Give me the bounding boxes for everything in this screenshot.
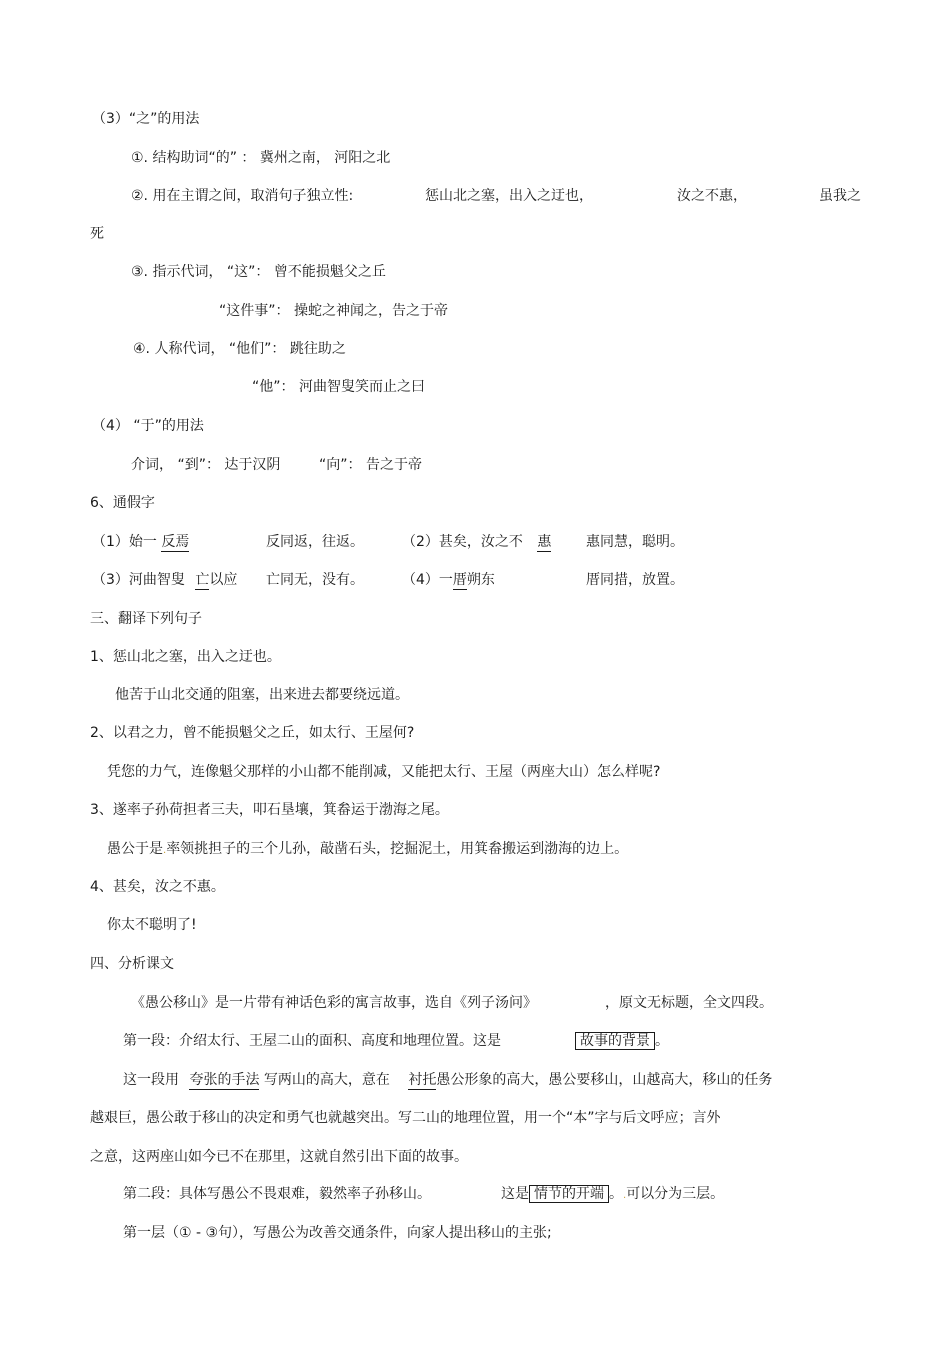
tongjiazi-4-explain: 厝同措，放置。 <box>586 572 684 588</box>
analysis-para2-layers: 可以分为三层。 <box>626 1186 725 1202</box>
analysis-para1-detail-2: 越艰巨，愚公敢于移山的决定和勇气也就越突出。写二山的地理位置，用一个“本”字与后文呼应；言外 <box>90 1110 721 1126</box>
tongjiazi-1-word: 反焉 <box>161 534 190 550</box>
yu-usage-b: “向”： 告之于帝 <box>319 457 422 473</box>
translate-q4: 4、甚矣，汝之不惠。 <box>90 879 225 895</box>
section-heading-tongjiazi: 6、通假字 <box>90 495 155 511</box>
analysis-para2-box-line <box>501 1184 724 1206</box>
translate-a4: 你太不聪明了! <box>107 917 197 933</box>
zhi-usage-4-b: “他”： 河曲智叟笑而止之曰 <box>252 379 425 395</box>
analysis-para1-end: 。 <box>655 1033 669 1049</box>
tongjiazi-4-word: 厝 <box>452 572 467 588</box>
boxed-answer-beginning: 情节的开端 <box>529 1185 609 1203</box>
analysis-para1-detail <box>123 1070 772 1090</box>
section-heading-translate: 三、翻译下列句子 <box>90 611 202 627</box>
zhi-usage-3-b: “这件事”： 操蛇之神闻之，告之于帝 <box>219 303 448 319</box>
tongjiazi-4 <box>402 570 495 590</box>
underlined-term-exaggeration: 夸张的手法 <box>189 1072 260 1088</box>
detail-text-b: 写两山的高大，意在 <box>263 1072 390 1088</box>
emphasis-dot-2: . <box>623 1190 627 1201</box>
translate-a2: 凭您的力气，连像魁父那样的小山都不能削减，又能把太行、王屋（两座大山）怎么样呢? <box>107 764 661 780</box>
detail-text-c: 愚公形象的高大，愚公要移山，山越高大，移山的任务 <box>436 1072 773 1088</box>
translate-a3-text-post: 率领挑担子的三个儿孙，敲凿石头，挖掘泥土，用箕畚搬运到渤海的边上。 <box>166 841 629 857</box>
analysis-para1-box-line <box>575 1031 669 1051</box>
analysis-para2-this-is: 这是 <box>501 1186 529 1202</box>
translate-q1: 1、惩山北之塞，出入之迂也。 <box>90 649 281 665</box>
yu-usage-a: 介词， “到”： 达于汉阴 <box>131 457 281 473</box>
zhi-usage-2-example-1: 惩山北之塞，出入之迂也， <box>425 188 593 204</box>
translate-a3-text: 愚公于是 <box>107 841 163 857</box>
section-heading-yu: （4） “于”的用法 <box>92 418 204 434</box>
analysis-para2-period: 。 <box>609 1186 623 1202</box>
boxed-answer-background: 故事的背景 <box>575 1032 655 1050</box>
tongjiazi-3-text: （3）河曲智叟 <box>92 572 185 588</box>
analysis-intro: 《愚公移山》是一片带有神话色彩的寓言故事，选自《列子汤问》 <box>131 995 537 1011</box>
translate-a3 <box>107 839 628 861</box>
tongjiazi-3-word: 亡 <box>195 572 210 588</box>
tongjiazi-1 <box>92 532 189 552</box>
tongjiazi-2-explain: 惠同慧，聪明。 <box>586 534 684 550</box>
zhi-usage-3: ③. 指示代词， “这”： 曾不能损魁父之丘 <box>131 264 386 280</box>
emphasis-dot: . <box>163 845 167 856</box>
tongjiazi-2 <box>402 532 551 552</box>
tongjiazi-3-explain: 亡同无，没有。 <box>266 572 364 588</box>
tongjiazi-3 <box>92 570 237 590</box>
zhi-usage-4: ④. 人称代词， “他们”： 跳往助之 <box>133 341 346 357</box>
zhi-usage-2-wrap: 死 <box>90 226 104 242</box>
section-heading-analysis: 四、分析课文 <box>90 956 174 972</box>
analysis-para2: 第二段：具体写愚公不畏艰难，毅然率子孙移山。 <box>123 1186 431 1202</box>
tongjiazi-1-explain: 反同返，往返。 <box>266 534 364 550</box>
zhi-usage-2-example-2: 汝之不惠， <box>677 188 747 204</box>
translate-q2: 2、以君之力，曾不能损魁父之丘，如太行、王屋何? <box>90 725 415 741</box>
tongjiazi-2-word: 惠 <box>537 534 552 550</box>
translate-q3: 3、遂率子孙荷担者三夫，叩石垦壤，箕畚运于渤海之尾。 <box>90 802 449 818</box>
tongjiazi-4-text-post: 朔东 <box>466 572 495 588</box>
analysis-layer1: 第一层（① - ③句），写愚公为改善交通条件，向家人提出移山的主张; <box>123 1225 552 1241</box>
tongjiazi-2-text: （2）甚矣，汝之不 <box>402 534 523 550</box>
tongjiazi-3-text-post: 以应 <box>209 572 238 588</box>
zhi-usage-2-label: ②. 用在主谓之间，取消句子独立性: <box>131 188 354 204</box>
analysis-intro-b: ，原文无标题，全文四段。 <box>605 995 773 1011</box>
tongjiazi-4-text: （4）一 <box>402 572 453 588</box>
detail-text-a: 这一段用 <box>123 1072 179 1088</box>
zhi-usage-1: ①. 结构助词“的” ： 冀州之南， 河阳之北 <box>131 150 391 166</box>
underlined-term-foil: 衬托 <box>408 1072 437 1088</box>
section-heading-zhi: （3）“之”的用法 <box>92 111 200 127</box>
analysis-para1: 第一段：介绍太行、王屋二山的面积、高度和地理位置。这是 <box>123 1033 501 1049</box>
analysis-para1-detail-3: 之意，这两座山如今已不在那里，这就自然引出下面的故事。 <box>90 1149 468 1165</box>
tongjiazi-1-text: （1）始一 <box>92 534 157 550</box>
zhi-usage-2-example-3: 虽我之 <box>819 188 861 204</box>
translate-a1: 他苦于山北交通的阻塞，出来进去都要绕远道。 <box>115 687 409 703</box>
